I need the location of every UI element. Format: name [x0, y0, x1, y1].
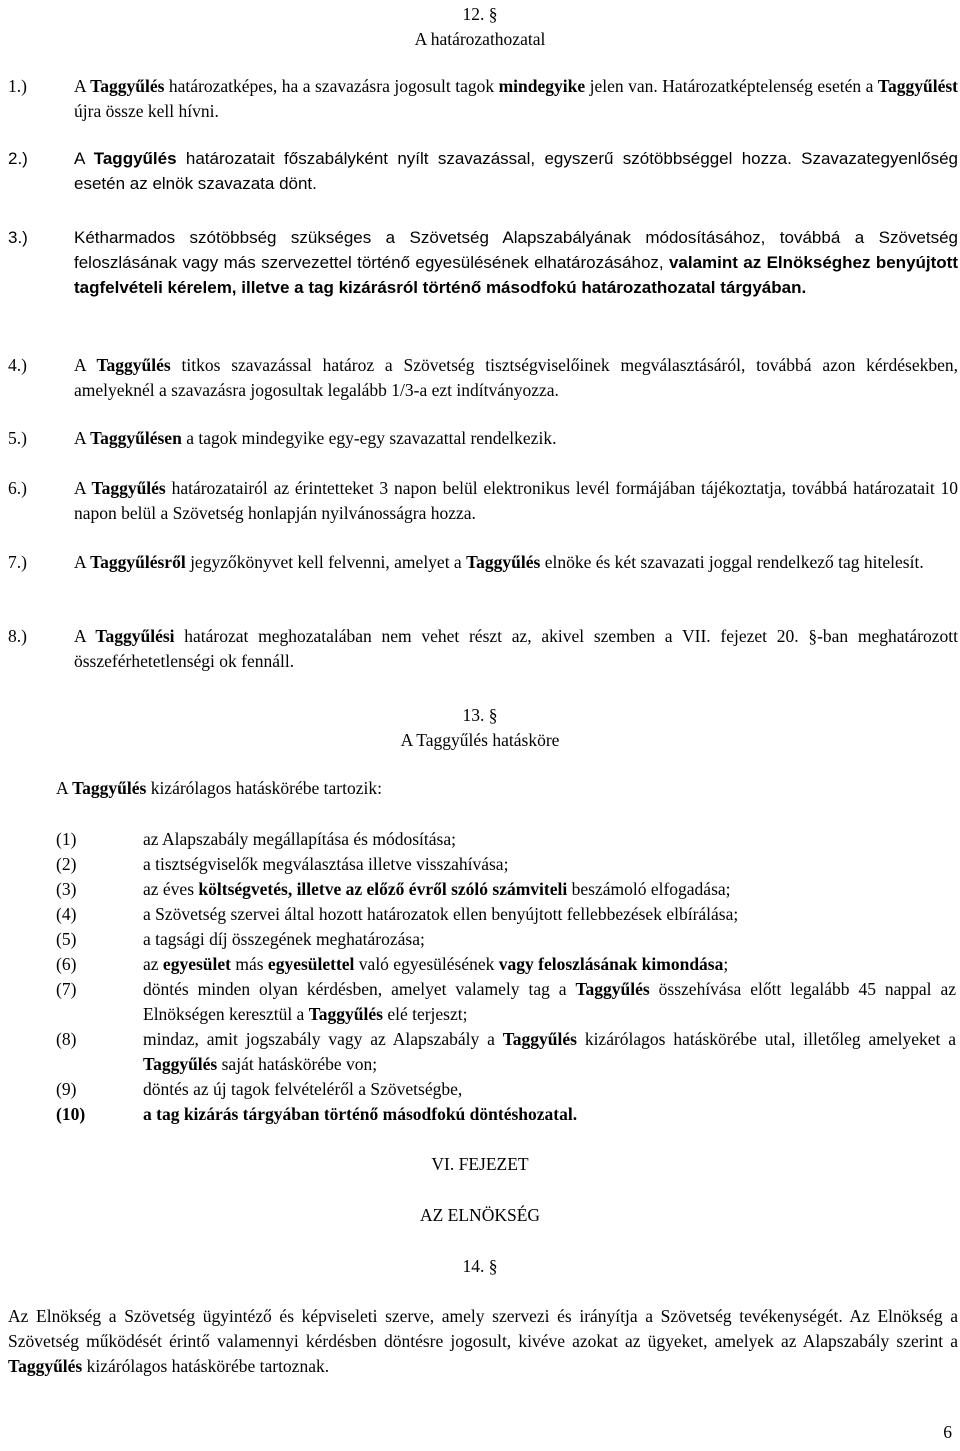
- list-item: (6) az egyesület más egyesülettel való egyesülésének vagy feloszlásának kimondása;: [56, 954, 729, 974]
- paragraph-6: 6.) A Taggyűlés határozatairól az érintetteket 3 napon belül elektronikus levél formájában tájékoztatja, továbbá határozatait 10 napon belül a Szövetség honlapján nyilvánosságra hozza.: [8, 478, 958, 523]
- paragraph-number: 6.): [8, 478, 27, 498]
- list-item: (1) az Alapszabály megállapítása és módosítása;: [56, 829, 456, 849]
- paragraph-7: 7.) A Taggyűlésről jegyzőkönyvet kell felvenni, amelyet a Taggyűlés elnöke és két szavazati joggal rendelkező tag hitelesít.: [8, 550, 958, 575]
- paragraph-3: 3.) Kétharmados szótöbbség szükséges a Szövetség Alapszabályának módosításához, továbbá a Szövetség feloszlásának vagy más szervezettel történő egyesülésének elhatározásához, valamint az Elnökséghez benyújtott tagfelvételi kérelem, illetve a tag kizárásról történő másodfokú határozathozatal tárgyában.: [8, 225, 958, 300]
- chapter-subtitle: AZ ELNÖKSÉG: [419, 1205, 541, 1225]
- paragraph-4: 4.) A Taggyűlés titkos szavazással határoz a Szövetség tisztségviselőinek megválasztásáról, továbbá azon kérdésekben, amelyeknél a szavazásra jogosultak legalább 1/3-a ezt indítványozza.: [8, 355, 958, 400]
- paragraph-number: 7.): [8, 552, 27, 572]
- list-intro: A Taggyűlés kizárólagos hatáskörébe tartozik:: [56, 778, 382, 798]
- paragraph-8: 8.) A Taggyűlési határozat meghozatalában nem vehet részt az, akivel szemben a VII. fejezet 20. §-ban meghatározott összeférhetetlenségi ok fennáll.: [8, 626, 958, 671]
- list-item: (9) döntés az új tagok felvételéről a Szövetségbe,: [56, 1079, 463, 1099]
- paragraph-number: 2.): [8, 149, 28, 168]
- page-number: 6: [943, 1422, 952, 1442]
- section-number: 12. §: [462, 4, 498, 24]
- list-item: (4) a Szövetség szervei által hozott határozatok ellen benyújtott fellebbezések elbírálása;: [56, 904, 739, 924]
- section-13-heading: [0, 703, 960, 753]
- section-title: A Taggyűlés hatásköre: [400, 730, 560, 750]
- competence-list: [56, 827, 956, 1127]
- section-12-heading: [0, 2, 960, 52]
- list-item: (7) döntés minden olyan kérdésben, amelyet valamely tag a Taggyűlés összehívása előtt legalább 45 nappal az Elnökségen keresztül a Taggyűlés elé terjeszt;: [56, 979, 956, 1024]
- paragraph-number: 4.): [8, 355, 27, 375]
- section-14-paragraph: Az Elnökség a Szövetség ügyintéző és képviseleti szerve, amely szervezi és irányítja a Szövetség tevékenységét. Az Elnökség a Szövetség működését érintő valamennyi kérdésben döntésre jogosult, kivéve azokat az ügyeket, amelyek az Alapszabály szerint a Taggyűlés kizárólagos hatáskörébe tartoznak.: [8, 1306, 958, 1376]
- list-item: (3) az éves költségvetés, illetve az előző évről szóló számviteli beszámoló elfogadása;: [56, 879, 731, 899]
- section-number: 13. §: [462, 705, 498, 725]
- paragraph-2: 2.) A Taggyűlés határozatait főszabályként nyílt szavazással, egyszerű szótöbbséggel hozza. Szavazategyenlőség esetén az elnök szavazata dönt.: [8, 146, 958, 196]
- paragraph-number: 3.): [8, 228, 28, 247]
- list-item: (8) mindaz, amit jogszabály vagy az Alapszabály a Taggyűlés kizárólagos hatáskörébe utal, illetőleg amelyeket a Taggyűlés saját hatáskörébe von;: [56, 1029, 956, 1074]
- paragraph-5: 5.) A Taggyűlésen a tagok mindegyike egy-egy szavazattal rendelkezik.: [8, 426, 958, 451]
- paragraph-1: 1.) A Taggyűlés határozatképes, ha a szavazásra jogosult tagok mindegyike jelen van. Határozatképtelenség esetén a Taggyűlést újra össze kell hívni.: [8, 76, 958, 121]
- list-item: (10) a tag kizárás tárgyában történő másodfokú döntéshozatal.: [56, 1104, 578, 1124]
- section-title: A határozathozatal: [414, 29, 546, 49]
- paragraph-number: 1.): [8, 76, 27, 96]
- section-14-number: 14. §: [462, 1256, 498, 1276]
- paragraph-number: 5.): [8, 428, 27, 448]
- list-item: (5) a tagsági díj összegének meghatározása;: [56, 929, 425, 949]
- paragraph-number: 8.): [8, 626, 27, 646]
- chapter-title: VI. FEJEZET: [431, 1154, 529, 1174]
- list-item: (2) a tisztségviselők megválasztása illetve visszahívása;: [56, 854, 509, 874]
